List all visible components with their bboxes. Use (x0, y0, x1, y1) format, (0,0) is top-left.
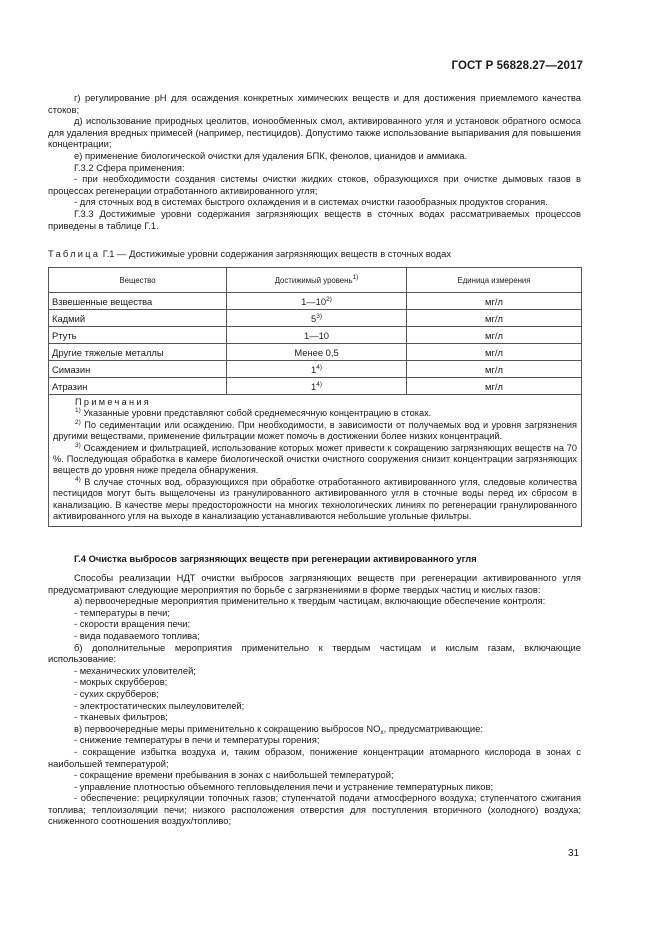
header-level: Достижимый уровень$^{1)}$ (227, 268, 407, 293)
table-caption (48, 248, 451, 259)
cell-substance: Взвешенные вещества (49, 293, 227, 310)
list-item: - снижение температуры в печи и температуры горения; (74, 734, 320, 746)
pollutant-levels-table (48, 267, 582, 527)
table-notes-row (49, 395, 582, 527)
table-row (49, 327, 582, 344)
cell-level: 1$^{4)}$ (227, 361, 407, 378)
cell-unit: мг/л (407, 293, 582, 310)
cell-substance: Симазин (49, 361, 227, 378)
list-item: - скорости вращения печи; (74, 618, 191, 630)
table-header-row (49, 268, 582, 293)
table-row (49, 310, 582, 327)
paragraph: Способы реализации НДТ очистки выбросов загрязняющих веществ при регенерации активированного угля предусматривают следующие мероприятия по борьбе с загрязнениями в форме твердых частиц и кислых газов: (48, 572, 581, 595)
paragraph: б) дополнительные мероприятия применительно к твердым частицам и кислым газам, включающие использование: (48, 641, 581, 665)
cell-level: 5$^{3)}$ (227, 310, 407, 327)
cell-substance: Атразин (49, 378, 227, 395)
paragraph: е) применение биологической очистки для удаления БПК, фенолов, цианидов и аммиака. (74, 149, 468, 161)
paragraph: а) первоочередные мероприятия применительно к твердым частицам, включающие обеспечение контроля: (74, 595, 546, 607)
cell-unit: мг/л (407, 310, 582, 327)
document-code: ГОСТ Р 56828.27—2017 (451, 60, 583, 72)
note: $^{1)}$ Указанные уровни представляют собой среднемесячную концентрацию в стоках. (75, 407, 432, 419)
paragraph: д) использование природных цеолитов, ионообменных смол, активированного угля и установок обратного осмоса для удаления вредных примесей (например, пестицидов). Допустимо также использование выпаривания для повышения концентрации; (48, 115, 581, 150)
note: $^{2)}$ По седиментации или осаждению. При необходимости, в зависимости от получаемых вод и уровня загрязнения другими веществами, применение фильтрации может помочь в достижении более низких концентраций. (53, 418, 577, 442)
table-row (49, 293, 582, 310)
section-text (48, 572, 581, 827)
list-item: - электростатических пылеуловителей; (74, 699, 245, 711)
cell-unit: мг/л (407, 361, 582, 378)
cell-level: 1—10 (227, 327, 407, 344)
intro-text (48, 92, 581, 231)
list-item: - мокрых скрубберов; (74, 676, 168, 688)
header-substance: Вещество (49, 268, 227, 293)
paragraph: Г.3.2 Сфера применения: (74, 161, 185, 173)
list-item: - механических уловителей; (74, 664, 196, 676)
paragraph: Г.3.3 Достижимые уровни содержания загрязняющих веществ в сточных водах рассматриваемых процессов приведены в таблице Г.1. (48, 207, 581, 231)
cell-substance: Ртуть (49, 327, 227, 344)
table-caption-text: Г.1 — Достижимые уровни содержания загрязняющих веществ в сточных водах (100, 248, 452, 259)
list-item: - сокращение времени пребывания в зонах с наибольшей температурой; (74, 769, 394, 781)
cell-substance: Другие тяжелые металлы (49, 344, 227, 361)
paragraph: в) первоочередные меры применительно к сокращению выбросов $NO_x$, предусматривающие: (74, 722, 483, 736)
list-item: - управление плотностью объемного тепловыделения печи и устранение температурных пиков; (74, 780, 494, 792)
table-caption-word: Таблица (48, 248, 101, 259)
page-number: 31 (568, 848, 580, 859)
paragraph: - при необходимости создания системы очистки жидких стоков, образующихся при очистке дымовых газов в процессах регенерации отработанного активированного угля; (48, 173, 581, 196)
notes-title: Примечания (75, 397, 152, 407)
list-item: - сухих скрубберов; (74, 687, 159, 699)
header-unit: Единица измерения (407, 268, 582, 293)
paragraph: - для сточных вод в системах быстрого охлаждения и в системах очистки газообразных продуктов сгорания. (74, 196, 548, 208)
list-item: - тканевых фильтров; (74, 711, 168, 723)
cell-unit: мг/л (407, 344, 582, 361)
paragraph: г) регулирование рН для осаждения конкретных химических веществ и для достижения приемлемого качества стоков; (48, 92, 581, 115)
table-row (49, 361, 582, 378)
section-heading: Г.4 Очистка выбросов загрязняющих веществ при регенерации активированного угля (74, 553, 477, 564)
cell-level: Менее 0,5 (227, 344, 407, 361)
cell-substance: Кадмий (49, 310, 227, 327)
cell-level: 1$^{4)}$ (227, 378, 407, 395)
table-row (49, 344, 582, 361)
cell-unit: мг/л (407, 327, 582, 344)
table-row (49, 378, 582, 395)
list-item: - обеспечение: рециркуляции топочных газов; ступенчатой подачи атмосферного воздуха; ступенчатого сжигания топлива; теплоизоляции печи; низкого расположения отверстия для поступления вторичного (холодного) воздуха; сниженного соотношения воздух/топливо; (48, 792, 581, 827)
cell-level: 1—10$^{2)}$ (227, 293, 407, 310)
list-item: - вида подаваемого топлива; (74, 629, 200, 641)
table-notes (49, 395, 582, 527)
list-item: - сокращение избытка воздуха и, таким образом, понижение концентрации атомарного кислорода в зонах с наибольшей температурой; (48, 745, 581, 769)
list-item: - температуры в печи; (74, 606, 170, 618)
cell-unit: мг/л (407, 378, 582, 395)
note: $^{4)}$ В случае сточных вод, образующихся при обработке отработанного активированного угля, следовые количества пестицидов могут быть выщелочены из гранулированного активированного угля в сточные воды перед их сбросом в канализацию. В качестве меры предосторожности на многих технологических линиях по регенерации гранулированного активированного угля на выходе в канализацию устанавливаются небольшие угольные фильтры. (53, 475, 577, 522)
note: $^{3)}$ Осаждением и фильтрацией, использование которых может привести к сокращению загрязняющих веществ на 70 %. Последующая обработка в камере биологической очистки очистного сооружения снизит концентрации загрязняющих веществ до уровня ниже предела обнаружения. (53, 441, 577, 476)
